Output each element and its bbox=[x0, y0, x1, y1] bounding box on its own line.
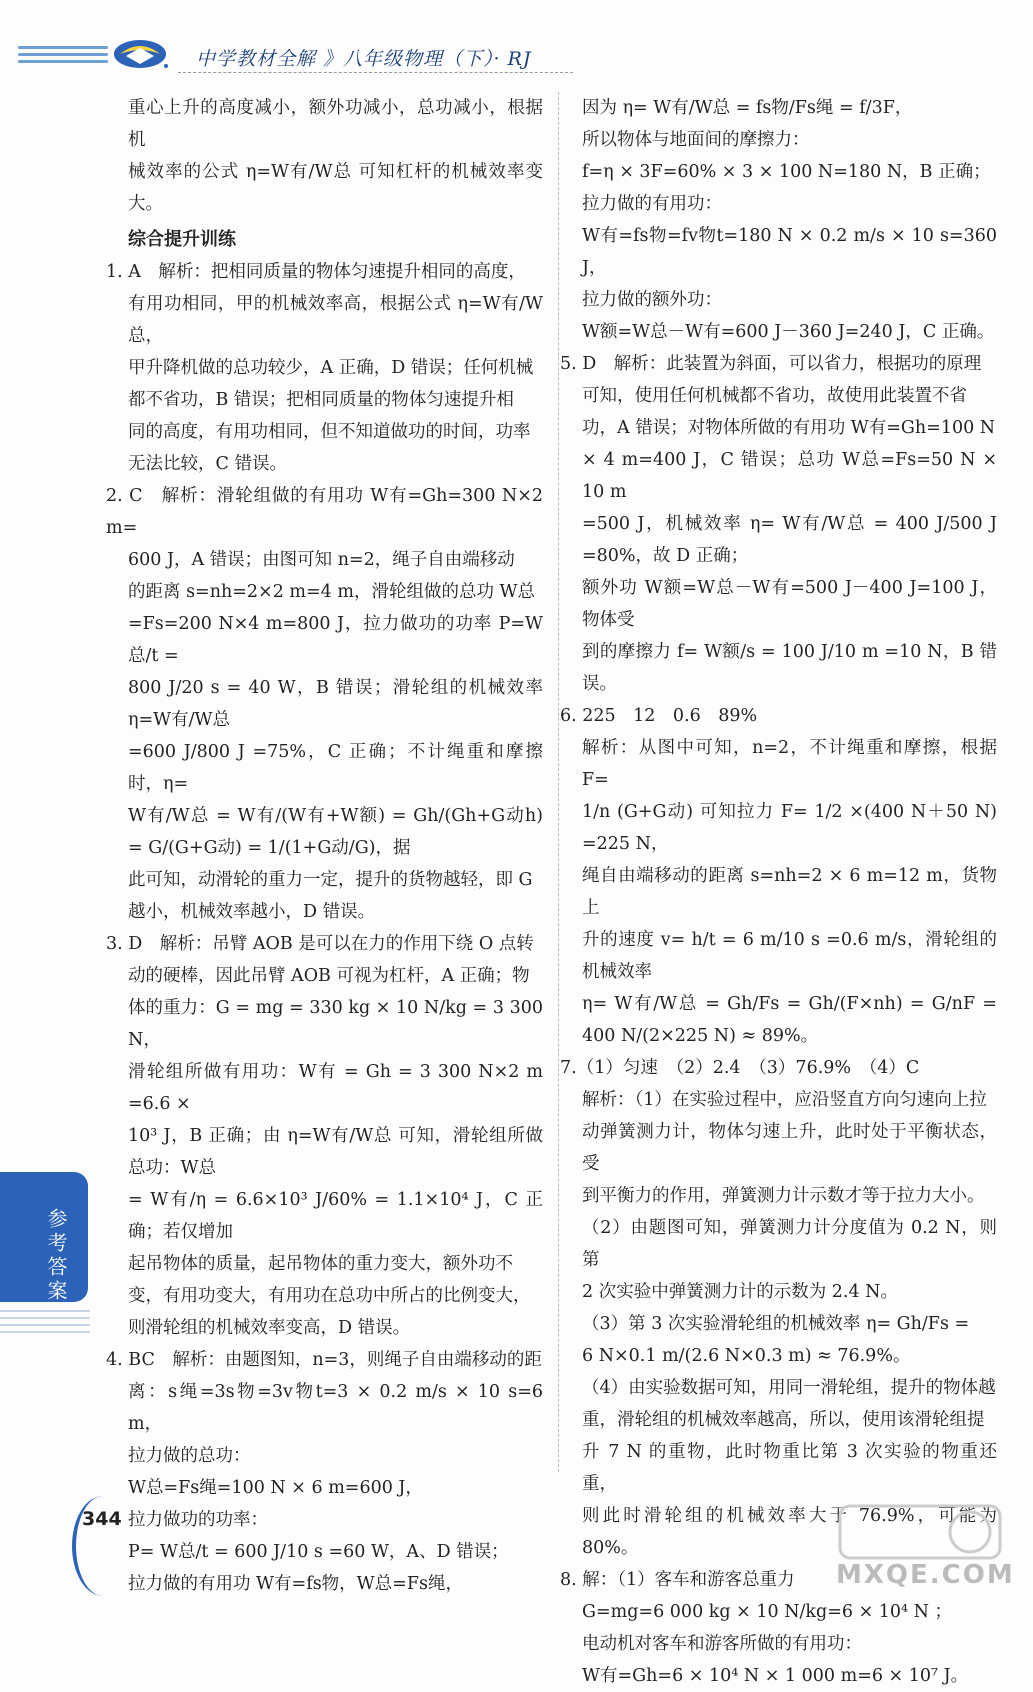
text-line: 重心上升的高度减小，额外功减小，总功减小，根据机 bbox=[128, 98, 543, 150]
text-line: 到的摩擦力 f= W额/s = 100 J/10 m =10 N，B 错误。 bbox=[582, 642, 997, 694]
watermark-text: MXQE.COM bbox=[836, 1560, 1015, 1590]
text-line: P= W总/t = 600 J/10 s =60 W，A、D 错误； bbox=[128, 1542, 509, 1562]
page-number: 344 bbox=[82, 1508, 122, 1530]
text-line: 所以物体与地面间的摩擦力： bbox=[582, 130, 810, 150]
text-line: 升 7 N 的重物，此时物重比第 3 次实验的物重还重， bbox=[582, 1442, 997, 1494]
text-line: 电动机对客车和游客所做的有用功： bbox=[582, 1634, 862, 1654]
text-line: 则滑轮组的机械效率变高，D 错误。 bbox=[128, 1318, 411, 1338]
text-line: 同的高度，有用功相同，但不知道做功的时间，功率 bbox=[128, 422, 531, 442]
text-line: 滑轮组所做有用功：W有 = Gh = 3 300 N×2 m =6.6 × bbox=[128, 1062, 549, 1114]
right-column bbox=[560, 92, 1003, 1692]
text-line: 拉力做的有用功 W有=fs物，W总=Fs绳， bbox=[128, 1574, 463, 1594]
answer-item-start: 6. 225 12 0.6 89% bbox=[560, 706, 758, 726]
text-line: 6 N×0.1 m/(2.6 N×0.3 m) ≈ 76.9%。 bbox=[582, 1346, 911, 1366]
text-line: =600 J/800 J =75%，C 正确；不计绳重和摩擦时，η= bbox=[128, 742, 543, 794]
text-line: 动弹簧测力计，物体匀速上升，此时处于平衡状态，受 bbox=[582, 1122, 997, 1174]
text-line: 解析：（1）在实验过程中，应沿竖直方向匀速向上拉 bbox=[582, 1090, 987, 1110]
text-line: 2 次实验中弹簧测力计的示数为 2.4 N。 bbox=[582, 1282, 898, 1302]
text-line: 800 J/20 s = 40 W，B 错误；滑轮组的机械效率 η=W有/W总 bbox=[128, 678, 549, 730]
text-line: （3）第 3 次实验滑轮组的机械效率 η= Gh/Fs = bbox=[582, 1314, 970, 1334]
text-line: 额外功 W额=W总－W有=500 J－400 J=100 J，物体受 bbox=[582, 578, 997, 630]
header-rule bbox=[178, 72, 573, 73]
header-decoration bbox=[18, 46, 108, 67]
text-line: 离：s绳=3s物=3v物t=3 × 0.2 m/s × 10 s=6 m， bbox=[128, 1382, 549, 1434]
text-line: 升的速度 v= h/t = 6 m/10 s =0.6 m/s，滑轮组的机械效率 bbox=[582, 930, 997, 982]
text-line: 绳自由端移动的距离 s=nh=2 × 6 m=12 m，货物上 bbox=[582, 866, 997, 918]
book-logo-icon bbox=[108, 34, 172, 72]
text-line: 械效率的公式 η=W有/W总 可知杠杆的机械效率变大。 bbox=[128, 162, 543, 214]
text-line: 拉力做的有用功： bbox=[582, 194, 722, 214]
side-decoration bbox=[0, 1310, 90, 1338]
answer-item-start: 8. 解：（1）客车和游客总重力 bbox=[560, 1570, 795, 1590]
text-line: 变，有用功变大，有用功在总功中所占的比例变大， bbox=[128, 1286, 531, 1306]
text-line: 无法比较，C 错误。 bbox=[128, 454, 287, 474]
text-line: 有用功相同，甲的机械效率高，根据公式 η=W有/W总， bbox=[128, 294, 543, 346]
text-line: η= W有/W总 = Gh/Fs = Gh/(F×nh) = G/nF = 400 N/(2×225 N) ≈ 89%。 bbox=[582, 994, 1003, 1046]
text-line: 此可知，动滑轮的重力一定，提升的货物越轻，即 G bbox=[128, 870, 533, 890]
text-line: G=mg=6 000 kg × 10 N/kg=6 × 10⁴ N ； bbox=[582, 1602, 953, 1622]
text-line: 可知，使用任何机械都不省功，故使用此装置不省 bbox=[582, 386, 967, 406]
text-line: W有=fs物=fv物t=180 N × 0.2 m/s × 10 s=360 J， bbox=[582, 226, 1003, 278]
answer-item-start: 4. BC 解析：由题图知，n=3，则绳子自由端移动的距 bbox=[106, 1350, 542, 1370]
text-line: f=η × 3F=60% × 3 × 100 N=180 N，B 正确； bbox=[582, 162, 991, 182]
text-line: 拉力做的额外功： bbox=[582, 290, 722, 310]
text-line: × 4 m=400 J，C 错误；总功 W总=Fs=50 N × 10 m bbox=[582, 450, 1003, 502]
text-line: W总=Fs绳=100 N × 6 m=600 J， bbox=[128, 1478, 423, 1498]
text-line: W有/W总 = W有/(W有+W额) = Gh/(Gh+G动h) = G/(G+G动) = 1/(1+G动/G)，据 bbox=[128, 806, 549, 858]
text-line: 起吊物体的质量，起吊物体的重力变大，额外功不 bbox=[128, 1254, 513, 1274]
text-line: 拉力做功的功率： bbox=[128, 1510, 268, 1530]
text-line: 10³ J，B 正确；由 η=W有/W总 可知，滑轮组所做总功：W总 bbox=[128, 1126, 543, 1178]
text-line: 越小，机械效率越小，D 错误。 bbox=[128, 902, 376, 922]
answer-item-start: 7.（1）匀速 （2）2.4 （3）76.9% （4）C bbox=[560, 1058, 920, 1078]
text-line: 甲升降机做的总功较少，A 正确，D 错误；任何机械 bbox=[128, 358, 534, 378]
text-line: 到平衡力的作用，弹簧测力计示数才等于拉力大小。 bbox=[582, 1186, 985, 1206]
text-line: = W有/η = 6.6×10³ J/60% = 1.1×10⁴ J，C 正确；若仅增加 bbox=[128, 1190, 543, 1242]
column-divider bbox=[558, 92, 559, 1472]
text-line: W额=W总－W有=600 J－360 J=240 J，C 正确。 bbox=[582, 322, 995, 342]
text-line: 动的硬棒，因此吊臂 AOB 可视为杠杆，A 正确；物 bbox=[128, 966, 530, 986]
page-header bbox=[18, 40, 1018, 74]
text-line: 体的重力：G = mg = 330 kg × 10 N/kg = 3 300 N， bbox=[128, 998, 549, 1050]
header-title: 中学教材全解 》八年级物理（下）· RJ bbox=[196, 48, 532, 70]
answer-item-start: 2. C 解析：滑轮组做的有用功 W有=Gh=300 N×2 m= bbox=[106, 486, 549, 538]
side-tab-label: 参考答案 bbox=[44, 1208, 68, 1304]
text-line: 拉力做的总功： bbox=[128, 1446, 251, 1466]
text-line: 600 J，A 错误；由图可知 n=2，绳子自由端移动 bbox=[128, 550, 515, 570]
text-line: 都不省功，B 错误；把相同质量的物体匀速提升相 bbox=[128, 390, 514, 410]
text-line: =500 J，机械效率 η= W有/W总 = 400 J/500 J =80%，故 D 正确； bbox=[582, 514, 1003, 566]
section-heading: 综合提升训练 bbox=[128, 229, 236, 250]
text-line: 1/n (G+G动) 可知拉力 F= 1/2 ×(400 N＋50 N) =225 N， bbox=[582, 802, 1003, 854]
text-line: （4）由实验数据可知，用同一滑轮组，提升的物体越 bbox=[582, 1378, 996, 1398]
text-line: 解析：从图中可知，n=2，不计绳重和摩擦，根据 F= bbox=[582, 738, 1003, 790]
text-line: （2）由题图可知，弹簧测力计分度值为 0.2 N，则第 bbox=[582, 1218, 997, 1270]
answer-item-start: 3. D 解析：吊臂 AOB 是可以在力的作用下绕 O 点转 bbox=[106, 934, 534, 954]
text-line: =Fs=200 N×4 m=800 J，拉力做功的功率 P=W总/t = bbox=[128, 614, 543, 666]
text-line: W有=Gh=6 × 10⁴ N × 1 000 m=6 × 10⁷ J。 bbox=[582, 1666, 969, 1686]
answer-item-start: 1. A 解析：把相同质量的物体匀速提升相同的高度， bbox=[106, 262, 526, 282]
text-line: 则此时滑轮组的机械效率大于 76.9%，可能为 80%。 bbox=[582, 1506, 1003, 1558]
text-line: 的距离 s=nh=2×2 m=4 m，滑轮组做的总功 W总 bbox=[128, 582, 536, 602]
left-column bbox=[106, 92, 549, 1600]
answer-item-start: 5. D 解析：此装置为斜面，可以省力，根据功的原理 bbox=[560, 354, 982, 374]
text-line: 因为 η= W有/W总 = fs物/Fs绳 = f/3F， bbox=[582, 98, 913, 118]
text-line: 功，A 错误；对物体所做的有用功 W有=Gh=100 N bbox=[582, 418, 996, 438]
text-line: 重，滑轮组的机械效率越高，所以，使用该滑轮组提 bbox=[582, 1410, 985, 1430]
